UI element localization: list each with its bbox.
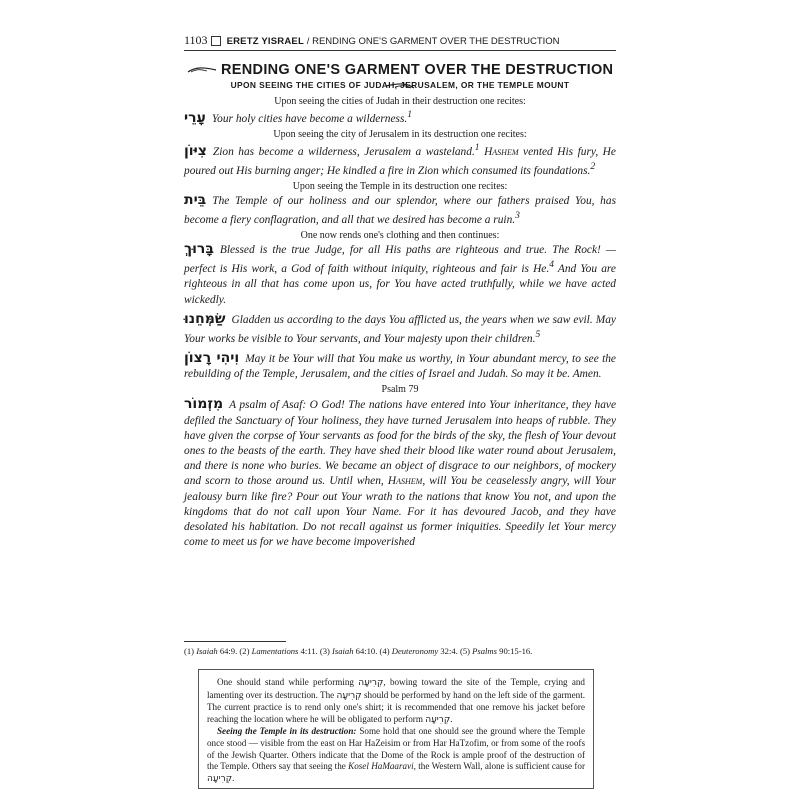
hebrew-opening-word: בָּרוּךְ <box>184 241 214 258</box>
hebrew-term: קְרִיעָה <box>358 678 384 688</box>
footnote-marker: 1 <box>474 143 480 153</box>
instruction-cities: Upon seeing the cities of Judah in their destruction one recites: <box>274 96 526 107</box>
prayer-jerusalem <box>184 141 616 179</box>
prayer-text: A psalm of Asaf: O God! The nations have entered into Your inheritance, they have defiled the Sanctuary of Your holiness, they have turned Jerusalem into heaps of rubble. They have given the corpse of Your servants as food for the birds of the sky, the flesh of Your devout ones to the beasts of the earth. They have shed their blood like water round about Jerusalem, and there is none who buries. We became an object of disgrace to our neighbors, of mockery and scorn to those around us. Until when, <box>184 399 616 488</box>
footnote: (1) Isaiah 64:9. <box>184 646 238 656</box>
hebrew-opening-word: צִיּוֹן <box>184 142 207 159</box>
square-ornament-icon <box>211 36 221 46</box>
prayer-body <box>184 94 616 550</box>
instruction-temple: Upon seeing the Temple in its destruction one recites: <box>292 181 508 192</box>
prayer-text: May it be Your will that You make us worthy, in Your abundant mercy, to see the rebuilding of the Temple, Jerusalem, and the cities of Israel and Judah. So may it be. Amen. <box>184 353 616 381</box>
prayer-samchenu <box>184 312 616 347</box>
hebrew-opening-word: עָרֵי <box>184 109 206 126</box>
prayer-yehi-ratzon <box>184 351 616 382</box>
note-paragraph-2: Seeing the Temple in its destruction: Some hold that one should see the ground where the Temple once stood — visible from the east on Har HaZeisim or from Har HaTzofim, or from some of the roofs of the Jewish Quarter. Others indicate that the Dome of the Rock is ample proof of the destruction of the Temple. Others say that seeing the Kosel HaMaaravi, the Western Wall, alone is sufficient cause for קְרִיעָה. <box>207 726 586 784</box>
prayer-text: Zion has become a wilderness, Jerusalem a wasteland. <box>212 145 475 158</box>
note-paragraph-1: One should stand while performing קְרִיעָה, bowing toward the site of the Temple, crying and lamenting over its destruction. The קְרִיעָה should be performed by hand on the left side of the garment. The current practice is to rend only one's shirt; it is recommended that one remove his jacket before reaching the location where he will be obligated to perform קְרִיעָה. <box>207 677 586 725</box>
hebrew-opening-word: שַׂמְּחֵנוּ <box>184 310 226 327</box>
prayer-text: vented His fury, He poured out His burning anger; He kindled a fire in Zion which consumed its foundations. <box>184 145 616 177</box>
halacha-note-box <box>198 669 594 789</box>
prayer-text: The Temple of our holiness and our splendor, where our fathers praised You, has become a fiery conflagration, and all that we desired has become a ruin. <box>184 195 616 226</box>
running-header <box>184 32 616 51</box>
footnote: (5) Psalms 90:15-16. <box>459 646 533 656</box>
footnote-marker: 2 <box>590 162 596 172</box>
footnote-divider <box>184 641 286 642</box>
instruction-rending: One now rends one's clothing and then continues: <box>300 230 500 242</box>
hebrew-term: קְרִיעָה <box>336 690 362 701</box>
footnote: (3) Isaiah 64:10. <box>319 646 378 656</box>
section-name: ERETZ YISRAEL <box>226 36 304 47</box>
note-lead: Seeing the Temple in its destruction: <box>217 726 357 737</box>
instruction-jerusalem: Upon seeing the city of Jerusalem in its destruction one recites: <box>273 129 527 140</box>
psalm-label: Psalm 79 <box>381 384 419 396</box>
divine-name: Hashem <box>387 475 423 488</box>
divine-name: Hashem <box>484 145 519 158</box>
prayer-book-page <box>184 32 616 784</box>
running-title: RENDING ONE'S GARMENT OVER THE DESTRUCTION <box>312 36 560 47</box>
prayer-cities <box>184 108 616 127</box>
prayer-psalm-79: מִזְמוֹר A psalm of Asaf: O God! The nations have entered into Your inheritance, they have defiled the Sanctuary of Your holiness, they have turned Jerusalem into heaps of rubble. They have given the corpse of Your servants as food for the birds of the sky, the flesh of Your devout ones to the beasts of the earth. They have shed their blood like water round about Jerusalem, and there is none who buries. We became an object of disgrace to our neighbors, of mockery and scorn to those around us. Until when, Hashem, will You be ceaselessly angry, will Your jealousy burn like fire? Pour out Your wrath to the nations that know You not, and upon the kingdoms that do not call upon Your Name. For it has devoured Jacob, and they have desolated his habitation. Do not recall against us former iniquities. Speedily let Your mercy come to meet us for we have become impoverished <box>184 396 616 549</box>
page-number: 1103 <box>184 33 208 47</box>
prayer-temple <box>184 193 616 228</box>
prayer-text: And You are righteous in all that has come upon us, for You have acted truthfully, while we have acted wickedly. <box>184 263 616 306</box>
footnote: (4) Deuteronomy 32:4. <box>379 646 458 656</box>
left-flourish-icon <box>187 66 217 74</box>
footnote: (2) Lamentations 4:11. <box>239 646 318 656</box>
prayer-text: will You be ceaselessly angry, will Your jealousy burn like fire? Pour out Your wrath to the nations that know You not, and upon the kingdoms that do not call upon Your Name. For it has devoured Jacob, and they have desolated his habitation. Do not recall against us former iniquities. Speedily let Your mercy come to meet us for we have become impoverished <box>184 475 616 549</box>
prayer-text: Gladden us according to the days You afflicted us, the years when we saw evil. May Your works be visible to Your servants, and Your majesty upon their children. <box>184 313 616 345</box>
page-subtitle: UPON SEEING THE CITIES OF JUDAH, JERUSALEM, OR THE TEMPLE MOUNT <box>230 80 570 90</box>
footnote-marker: 4 <box>549 260 554 271</box>
hebrew-term: קְרִיעָה <box>207 773 233 784</box>
footnotes <box>184 646 616 657</box>
footnote-marker: 3 <box>515 211 520 222</box>
hebrew-opening-word: מִזְמוֹר <box>184 396 224 413</box>
footnote-marker: 5 <box>535 330 541 341</box>
page-title: RENDING ONE'S GARMENT OVER THE DESTRUCTION <box>221 62 614 78</box>
prayer-text: Blessed is the true Judge, for all His paths are righteous and true. The Rock! — perfect is His work, a God of faith without iniquity, righteous and fair is He. <box>184 244 616 276</box>
header-separator: / <box>306 36 310 47</box>
prayer-text: Your holy cities have become a wilderness. <box>211 112 408 125</box>
footnote-marker: 1 <box>407 110 413 120</box>
hebrew-opening-word: בֵּית <box>184 192 207 208</box>
prayer-baruch <box>184 242 616 308</box>
hebrew-term: קְרִיעָה <box>425 714 451 725</box>
hebrew-opening-word: וִיהִי רָצוֹן <box>184 350 240 367</box>
